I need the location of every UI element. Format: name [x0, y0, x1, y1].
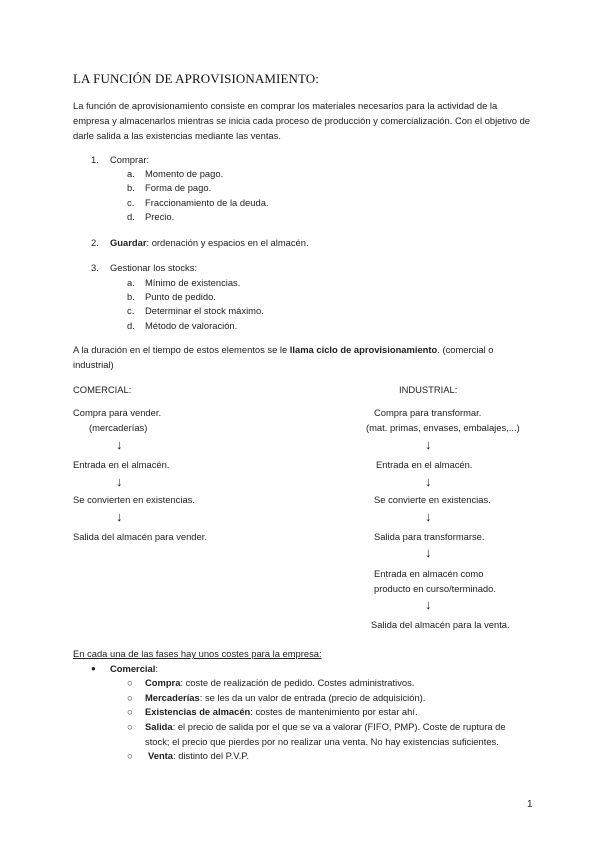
sub-letter: a. [127, 168, 135, 179]
flow-step: Se convierte en existencias. [374, 494, 491, 505]
costs-heading: En cada una de las fases hay unos costes para la empresa: [73, 648, 322, 659]
down-arrow-icon: ↓ [116, 509, 123, 524]
cost-item [148, 749, 249, 763]
sub-item: Precio. [145, 211, 175, 222]
flow-step: Entrada en almacén como [374, 568, 484, 579]
intro-paragraph: La función de aprovisionamiento consiste en comprar los materiales necesarios para la actividad de la empresa y almacenarlos mientras se inicia cada proceso de producción y comercialización. Con el objetivo de darle salida a las existencias mediante las ventas. [73, 100, 530, 141]
flow-step: Salida del almacén para vender. [73, 531, 207, 542]
cycle-text-end: . (comercial o industrial) [73, 344, 494, 370]
sub-item: Método de valoración. [145, 320, 238, 331]
cost-item [145, 676, 414, 690]
down-arrow-icon: ↓ [425, 509, 432, 524]
cost-item-continuation: stock; el precio que pierdes por no realizar una venta. No hay existencias suficientes. [145, 736, 499, 747]
sub-item: Punto de pedido. [145, 291, 216, 302]
sub-bullet-icon: ○ [127, 721, 133, 732]
cost-label: Mercaderías [145, 692, 200, 703]
comercial-header: COMERCIAL: [73, 384, 132, 395]
sub-letter: b. [127, 182, 135, 193]
flow-step: Compra para vender. [73, 407, 162, 418]
flow-step: Se convierten en existencias. [73, 494, 195, 505]
list-item-label: Comprar [110, 154, 147, 165]
cost-item [145, 720, 506, 734]
cost-text: : distinto del P.V.P. [173, 750, 249, 761]
cost-label: Existencias de almacén [145, 706, 251, 717]
flow-step: Salida del almacén para la venta. [371, 619, 510, 630]
cost-label: Compra [145, 677, 181, 688]
list-item-label: Guardar [110, 237, 147, 248]
down-arrow-icon: ↓ [425, 597, 432, 612]
cycle-bold-text: llama ciclo de aprovisionamiento [289, 344, 438, 355]
sub-bullet-icon: ○ [127, 706, 133, 717]
flow-step: Entrada en el almacén. [73, 459, 170, 470]
sub-item: Determinar el stock máximo. [145, 305, 264, 316]
cost-item [145, 705, 418, 719]
list-number: 1. [91, 154, 99, 165]
page-title: LA FUNCIÓN DE APROVISIONAMIENTO: [73, 71, 319, 86]
list-item-rest: : [194, 262, 198, 273]
sub-bullet-icon: ○ [127, 677, 133, 688]
flow-step: producto en curso/terminado. [374, 583, 496, 594]
sub-item: Mínimo de existencias. [145, 277, 241, 288]
sub-item: Momento de pago. [145, 168, 224, 179]
down-arrow-icon: ↓ [425, 474, 432, 489]
list-item-guardar [110, 236, 309, 250]
cost-label: Venta [148, 750, 174, 761]
flow-step: (mercaderías) [89, 422, 148, 433]
down-arrow-icon: ↓ [425, 545, 432, 560]
flow-step: Salida para transformarse. [374, 531, 485, 542]
down-arrow-icon: ↓ [116, 474, 123, 489]
cost-label: Salida [145, 721, 173, 732]
list-item-rest: : [146, 154, 150, 165]
page-number: 1 [527, 799, 533, 810]
sub-letter: a. [127, 277, 135, 288]
cost-text: : coste de realización de pedido. Costes administrativos. [180, 677, 415, 688]
costs-group-label: Comercial [110, 663, 156, 674]
cycle-paragraph [73, 342, 533, 372]
costs-group-colon: : [155, 663, 158, 674]
list-number: 2. [91, 237, 99, 248]
costs-group [110, 662, 158, 676]
down-arrow-icon: ↓ [425, 437, 432, 452]
sub-letter: d. [127, 211, 135, 222]
bullet-icon: ● [91, 664, 96, 673]
cost-text: : se les da un valor de entrada (precio de adquisición). [199, 692, 426, 703]
down-arrow-icon: ↓ [116, 437, 123, 452]
sub-letter: c. [127, 305, 135, 316]
sub-item: Fraccionamiento de la deuda. [145, 197, 269, 208]
list-item-gestionar [110, 261, 197, 275]
cost-text: : el precio de salida por el que se va a valorar (FIFO, PMP). Coste de ruptura de [172, 721, 506, 732]
flow-step: Entrada en el almacén. [376, 459, 473, 470]
list-number: 3. [91, 262, 99, 273]
cost-text: : costes de mantenimiento por estar ahí. [250, 706, 418, 717]
flow-step: Compra para transformar. [374, 407, 482, 418]
sub-letter: d. [127, 320, 135, 331]
list-item-rest: : ordenación y espacios en el almacén. [146, 237, 309, 248]
list-item-label: Gestionar los stocks [110, 262, 195, 273]
sub-letter: b. [127, 291, 135, 302]
industrial-header: INDUSTRIAL: [399, 384, 458, 395]
list-item-comprar [110, 153, 149, 167]
flow-step: (mat. primas, envases, embalajes,...) [366, 422, 520, 433]
sub-bullet-icon: ○ [127, 692, 133, 703]
sub-letter: c. [127, 197, 135, 208]
sub-bullet-icon: ○ [127, 750, 133, 761]
cycle-text: A la duración en el tiempo de estos elementos se le [73, 344, 290, 355]
sub-item: Forma de pago. [145, 182, 212, 193]
cost-item [145, 691, 425, 705]
